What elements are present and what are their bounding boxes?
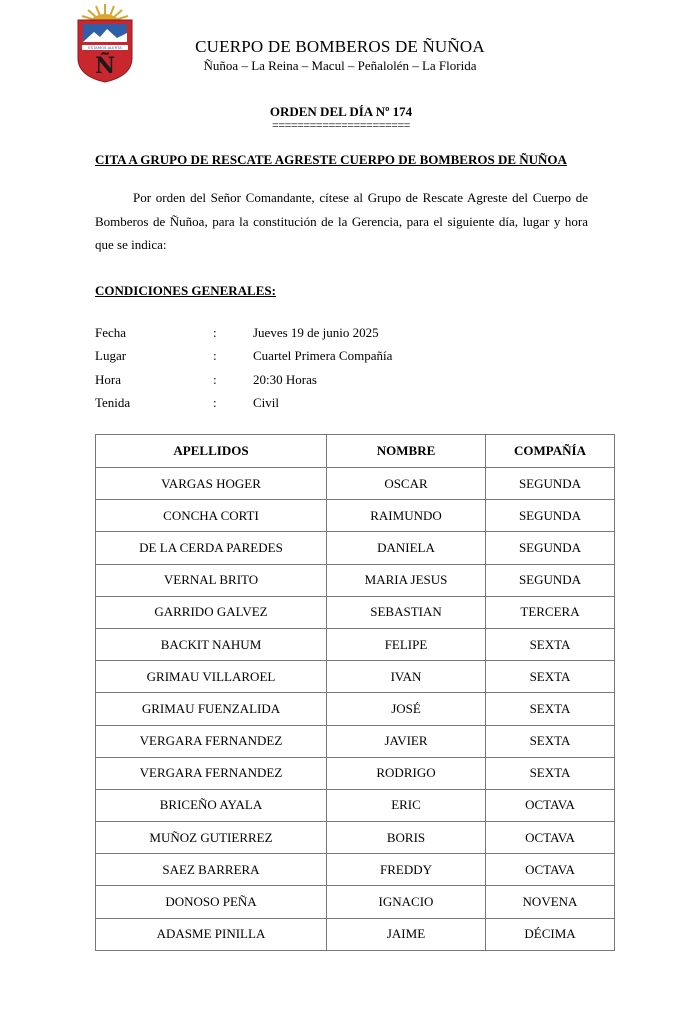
- column-header-apellidos: APELLIDOS: [96, 435, 327, 468]
- conditions-list: [95, 325, 515, 418]
- table-row: [96, 693, 615, 725]
- cell-compania: SEGUNDA: [486, 564, 615, 596]
- table-row: [96, 468, 615, 500]
- cell-compania: SEGUNDA: [486, 500, 615, 532]
- cell-compania: OCTAVA: [486, 789, 615, 821]
- cell-nombre: DANIELA: [327, 532, 486, 564]
- cell-nombre: SEBASTIAN: [327, 596, 486, 628]
- cell-compania: SEGUNDA: [486, 468, 615, 500]
- cell-compania: SEXTA: [486, 661, 615, 693]
- cell-apellidos: DONOSO PEÑA: [96, 886, 327, 918]
- cell-apellidos: BRICEÑO AYALA: [96, 789, 327, 821]
- organization-name: CUERPO DE BOMBEROS DE ÑUÑOA: [195, 37, 485, 56]
- table-row: [96, 596, 615, 628]
- cell-nombre: IGNACIO: [327, 886, 486, 918]
- cell-nombre: RAIMUNDO: [327, 500, 486, 532]
- roster-body: [96, 468, 615, 951]
- cell-nombre: ERIC: [327, 789, 486, 821]
- condition-value: Civil: [253, 394, 280, 410]
- cell-apellidos: DE LA CERDA PAREDES: [96, 532, 327, 564]
- cell-compania: SEXTA: [486, 693, 615, 725]
- table-row: [96, 918, 615, 950]
- cell-apellidos: ADASME PINILLA: [96, 918, 327, 950]
- cell-nombre: FREDDY: [327, 854, 486, 886]
- logo-motto: ESTAMOS ALERTA: [88, 45, 122, 51]
- cell-compania: SEXTA: [486, 757, 615, 789]
- cell-apellidos: MUÑOZ GUTIERREZ: [96, 822, 327, 854]
- cell-nombre: IVAN: [327, 661, 486, 693]
- condition-row-tenida: [95, 395, 515, 418]
- roster-table: [95, 434, 615, 951]
- cell-apellidos: GRIMAU FUENZALIDA: [96, 693, 327, 725]
- subject-heading: CITA A GRUPO DE RESCATE AGRESTE CUERPO DE BOMBEROS DE ÑUÑOA: [95, 152, 567, 167]
- cell-compania: SEXTA: [486, 628, 615, 660]
- table-row: [96, 532, 615, 564]
- condition-label: Tenida: [95, 394, 131, 410]
- table-row: [96, 886, 615, 918]
- column-header-compania: COMPAÑÍA: [486, 435, 615, 468]
- condition-row-hora: [95, 372, 515, 395]
- condition-separator: :: [213, 371, 217, 387]
- condition-label: Lugar: [95, 348, 127, 364]
- condition-row-fecha: [95, 325, 515, 348]
- condition-value: 20:30 Horas: [253, 371, 317, 387]
- cell-nombre: JAVIER: [327, 725, 486, 757]
- table-row: [96, 789, 615, 821]
- table-row: [96, 822, 615, 854]
- table-row: [96, 725, 615, 757]
- condition-label: Hora: [95, 371, 121, 387]
- cell-nombre: OSCAR: [327, 468, 486, 500]
- table-row: [96, 500, 615, 532]
- cell-nombre: BORIS: [327, 822, 486, 854]
- table-row: [96, 628, 615, 660]
- cell-compania: OCTAVA: [486, 822, 615, 854]
- cell-apellidos: VERNAL BRITO: [96, 564, 327, 596]
- condition-label: Fecha: [95, 325, 127, 340]
- cell-compania: DÉCIMA: [486, 918, 615, 950]
- roster-header-row: [96, 435, 615, 468]
- cell-nombre: RODRIGO: [327, 757, 486, 789]
- cell-nombre: JOSÉ: [327, 693, 486, 725]
- condition-value: Cuartel Primera Compañía: [253, 348, 393, 364]
- order-title: ORDEN DEL DÍA Nº 174: [269, 104, 413, 119]
- condition-value: Jueves 19 de junio 2025: [253, 325, 379, 340]
- cell-nombre: FELIPE: [327, 628, 486, 660]
- cell-compania: SEXTA: [486, 725, 615, 757]
- fire-department-crest-logo: [74, 2, 136, 84]
- condition-row-lugar: [95, 348, 515, 371]
- cell-apellidos: VARGAS HOGER: [96, 468, 327, 500]
- cell-nombre: JAIME: [327, 918, 486, 950]
- organization-communes: Ñuñoa – La Reina – Macul – Peñalolén – La Florida: [203, 58, 477, 73]
- cell-apellidos: CONCHA CORTI: [96, 500, 327, 532]
- cell-apellidos: BACKIT NAHUM: [96, 628, 327, 660]
- conditions-heading: CONDICIONES GENERALES:: [95, 283, 276, 298]
- cell-compania: SEGUNDA: [486, 532, 615, 564]
- column-header-nombre: NOMBRE: [327, 435, 486, 468]
- cell-apellidos: VERGARA FERNANDEZ: [96, 757, 327, 789]
- table-row: [96, 757, 615, 789]
- cell-apellidos: GRIMAU VILLAROEL: [96, 661, 327, 693]
- cell-apellidos: SAEZ BARRERA: [96, 854, 327, 886]
- cell-nombre: MARIA JESUS: [327, 564, 486, 596]
- logo-letter: Ñ: [94, 53, 116, 79]
- table-row: [96, 854, 615, 886]
- condition-separator: :: [213, 325, 217, 340]
- condition-separator: :: [213, 394, 217, 410]
- cell-compania: NOVENA: [486, 886, 615, 918]
- intro-paragraph: Por orden del Señor Comandante, cítese al Grupo de Rescate Agreste del Cuerpo de Bomberos de Ñuñoa, para la constitución de la Gerencia, para el siguiente día, lugar y hora que se indica:: [95, 190, 588, 252]
- condition-separator: :: [213, 348, 217, 364]
- table-row: [96, 661, 615, 693]
- cell-apellidos: GARRIDO GALVEZ: [96, 596, 327, 628]
- table-row: [96, 564, 615, 596]
- cell-compania: OCTAVA: [486, 854, 615, 886]
- cell-apellidos: VERGARA FERNANDEZ: [96, 725, 327, 757]
- order-title-rule: ======================: [272, 118, 410, 132]
- cell-compania: TERCERA: [486, 596, 615, 628]
